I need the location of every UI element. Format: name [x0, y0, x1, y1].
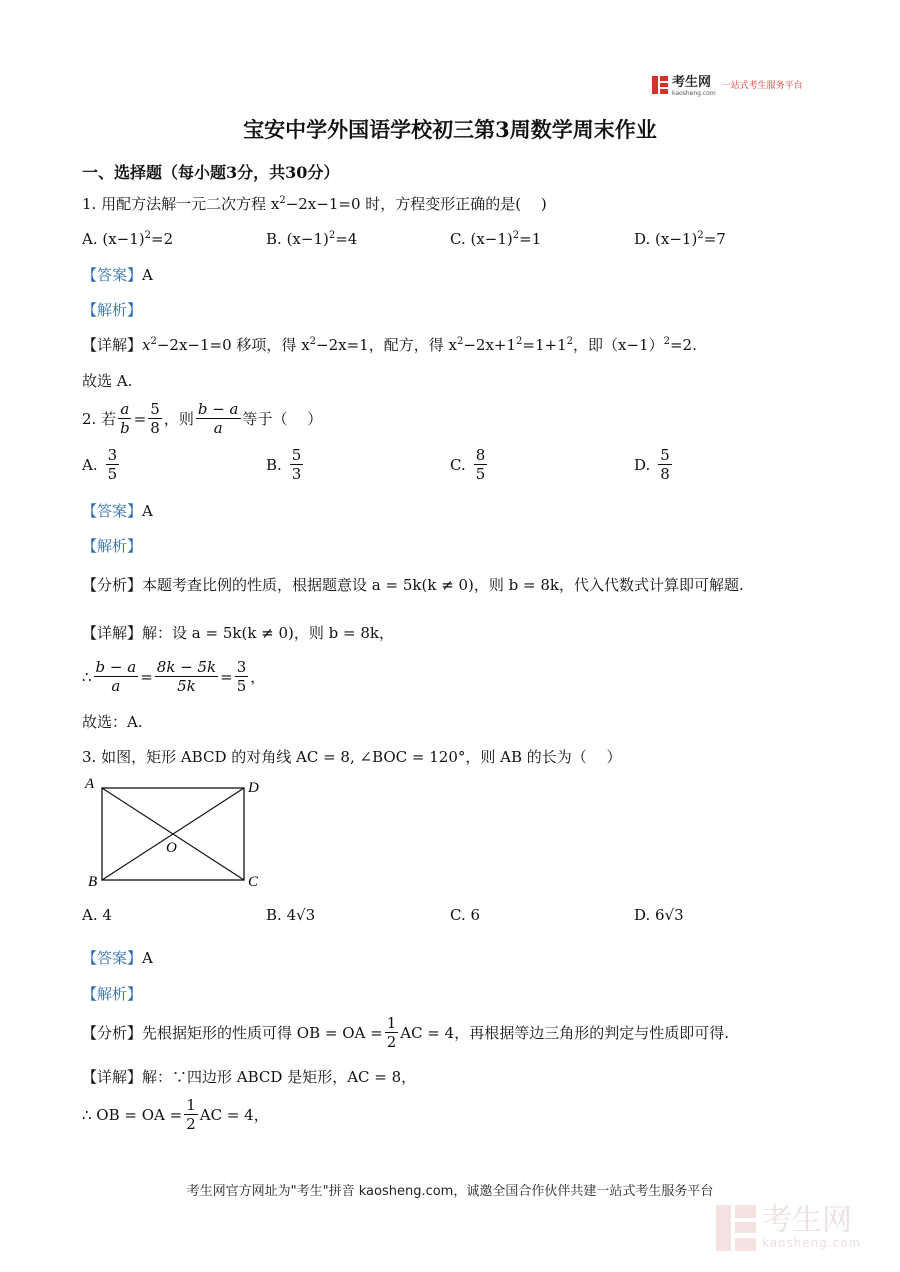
label-a: A: [85, 776, 95, 792]
logo-slogan: 一站式考生服务平台: [721, 81, 803, 91]
q2-option-b: B. $\frac{5}{3}$: [266, 446, 302, 483]
label-b: B: [88, 874, 98, 890]
q2-option-d: D. $\frac{5}{8}$: [634, 446, 670, 483]
q3-stem: 3. 如图，矩形 ABCD 的对角线 AC = 8, ∠BOC = 120°，则 AB 的长为（ ）: [82, 748, 622, 766]
q2-answer: 【答案】A: [82, 502, 153, 520]
q1-option-d: D. $(x-1)^2=7$: [634, 230, 726, 248]
q3-option-d: D. 6√3: [634, 906, 684, 924]
footer-text: 考生网官方网址为"考生"拼音 kaosheng.com，诚邀全国合作伙伴共建一站式考生服务平台: [186, 1184, 714, 1199]
q3-option-a: A. 4: [82, 906, 112, 924]
q2-analysis-tag: 【解析】: [82, 537, 143, 555]
label-d: D: [248, 780, 259, 796]
logo-domain: kaosheng.com: [672, 90, 716, 97]
rectangle-figure: [80, 772, 270, 892]
q3-analysis-tag: 【解析】: [82, 985, 143, 1003]
q2-conclusion: 故选：A.: [82, 713, 143, 731]
q3-option-c: C. 6: [450, 906, 481, 924]
q1-option-a: A. $(x-1)^2=2$: [82, 230, 174, 248]
label-o: O: [166, 840, 177, 856]
q3-derivation: ∴ OB = OA = $\frac{1}{2}$ AC = 4，: [82, 1096, 269, 1133]
q1-option-b: B. $(x-1)^2=4$: [266, 230, 358, 248]
q2-fenxi: 【分析】本题考查比例的性质，根据题意设 a = 5k(k ≠ 0)，则 b = 8k，代入代数式计算即可解题.: [82, 576, 744, 594]
q1-detail: 【详解】$x^2-2x-1=0$ 移项，得 $x^2-2x=1$，配方，得 $x^2-2x+1^2=1+1^2$，即$(x-1)^2=2$.: [82, 336, 697, 354]
q2-stem: 2. 若 $\frac{a}{b}$ = $\frac{5}{8}$ ，则 $\frac{b - a}{a}$ 等于（ ）: [82, 400, 323, 437]
q3-detail: 【详解】解：∵四边形 ABCD 是矩形，AC = 8，: [82, 1068, 417, 1086]
q3-answer: 【答案】A: [82, 949, 153, 967]
q2-option-c: C. $\frac{8}{5}$: [450, 446, 486, 483]
q2-option-a: A. $\frac{3}{5}$: [82, 446, 118, 483]
label-c: C: [248, 874, 259, 890]
q1-answer: 【答案】A: [82, 266, 153, 284]
q2-detail: 【详解】解：设 a = 5k(k ≠ 0)，则 b = 8k，: [82, 624, 395, 642]
section-heading: 一、选择题（每小题3分，共30分）: [82, 163, 340, 182]
q1-analysis-tag: 【解析】: [82, 301, 143, 319]
q1-conclusion: 故选 A.: [82, 372, 133, 390]
watermark-name: 考生网: [762, 1203, 852, 1238]
logo-icon: [652, 76, 668, 94]
watermark: [716, 1205, 861, 1251]
q1-option-c: C. $(x-1)^2=1$: [450, 230, 542, 248]
q1-stem: 1. 用配方法解一元二次方程 $x^2-2x-1=0$ 时，方程变形正确的是( ): [82, 195, 547, 213]
q3-option-b: B. 4√3: [266, 906, 316, 924]
watermark-domain: kaosheng.com: [762, 1236, 862, 1250]
header-logo: [652, 72, 803, 97]
watermark-logo-icon: [716, 1205, 756, 1251]
logo-name: 考生网: [672, 75, 712, 90]
page-title: 宝安中学外国语学校初三第3周数学周末作业: [243, 117, 657, 142]
q2-derivation: ∴ $\frac{b - a}{a}$ = $\frac{8k - 5k}{5k}$ = $\frac{3}{5}$ ，: [82, 658, 266, 695]
q3-fenxi: 【分析】 先根据矩形的性质可得 OB = OA = $\frac{1}{2}$ AC = 4，再根据等边三角形的判定与性质即可得.: [82, 1014, 729, 1051]
